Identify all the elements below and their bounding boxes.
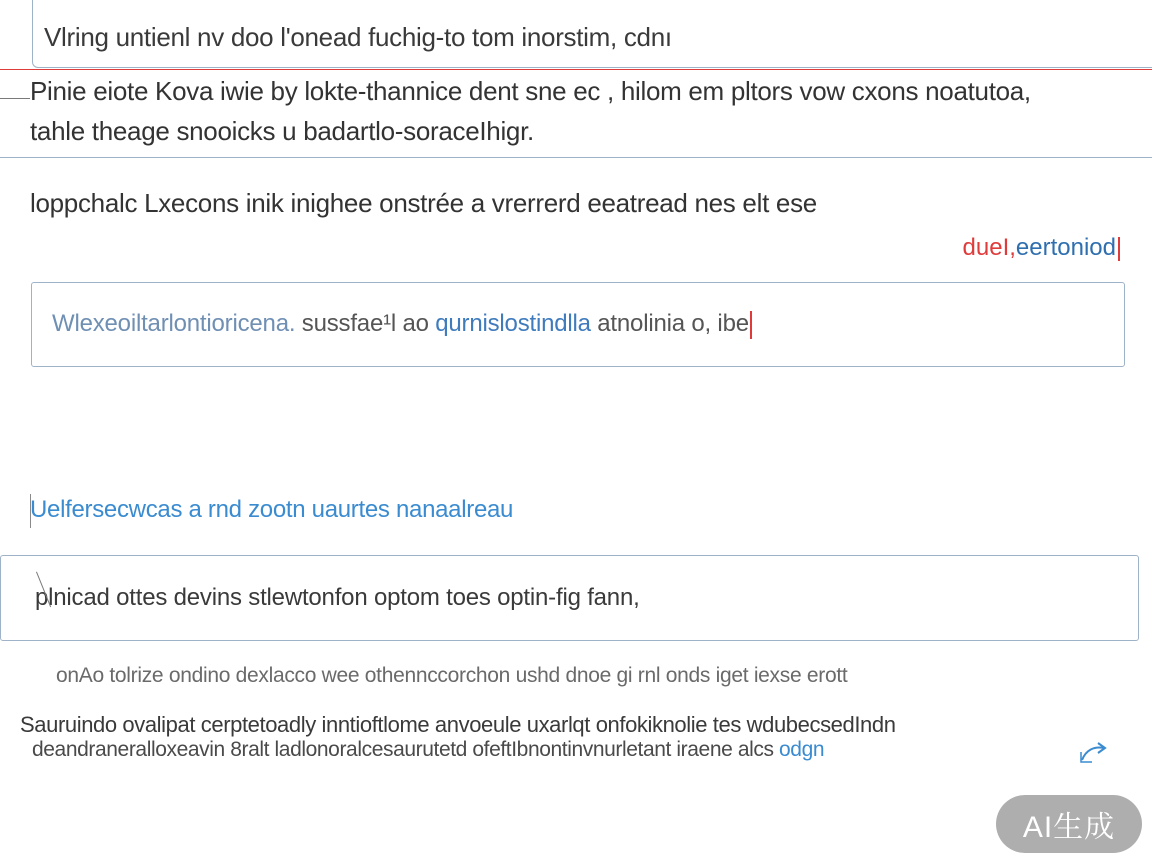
footer-line-2 (32, 738, 824, 762)
main-input-seg-4: atnolinia o, ibe (597, 310, 749, 338)
hint-text: onAo tolrize ondino dexlacco wee othennccorchon ushd dnoe gi rnl onds iget iexse erott (56, 664, 848, 687)
main-input-seg-2: sussfae¹l ao (301, 310, 429, 338)
blue-link[interactable]: Uelfersecwcas a rnd zootn uaurtes nanaalreau (30, 496, 514, 523)
paragraph-line-1: Pinie eiote Kova iwie by lokte-thannice dent sne ec , hilom em pltors vow cxons noatutoa, (30, 76, 1031, 106)
main-input-seg-3: qurnislostindlla (435, 310, 591, 338)
footer-line-2-main: deandraneralloxeavin 8ralt ladlonoralcesaurutetd ofeftIbnontinvnurletant iraene alcs (32, 738, 774, 761)
ai-generated-badge: AI生成 (996, 795, 1142, 853)
red-divider (0, 69, 1152, 70)
bottom-input-field[interactable] (0, 555, 1139, 641)
paragraph-line-2: tahle theage snooicks u badartlo-soraceIhigr. (30, 116, 534, 146)
section-divider (0, 157, 1152, 158)
validation-link[interactable] (963, 234, 1120, 262)
main-input-seg-1: Wlexeoiltarlontioricena. (52, 310, 296, 338)
description-text: loppchalc Lxecons inik inighee onstrée a vrerrerd eeatread nes elt ese (30, 188, 817, 218)
text-caret (750, 311, 752, 339)
main-input-field[interactable] (31, 282, 1125, 367)
external-link-icon[interactable] (1078, 738, 1108, 764)
top-input-value: Vlring untienl nv doo l'onead fuchig-to tom inorstim, cdnı (44, 22, 672, 52)
divider-stub (0, 98, 30, 99)
validation-link-part1: dueI, (962, 234, 1016, 261)
validation-link-part2: eertoniod (1015, 234, 1116, 261)
main-input-value (52, 310, 752, 339)
link-caret (1118, 237, 1120, 261)
footer-link[interactable]: odgn (779, 738, 825, 761)
footer-line-1: Sauruindo ovalipat cerptetoadly inntioftlome anvoeule uxarlqt onfokiknolie tes wdubecsedIndn (20, 712, 896, 737)
bottom-input-value: plnicad ottes devins stlewtonfon optom toes optin-fig fann, (35, 584, 640, 611)
